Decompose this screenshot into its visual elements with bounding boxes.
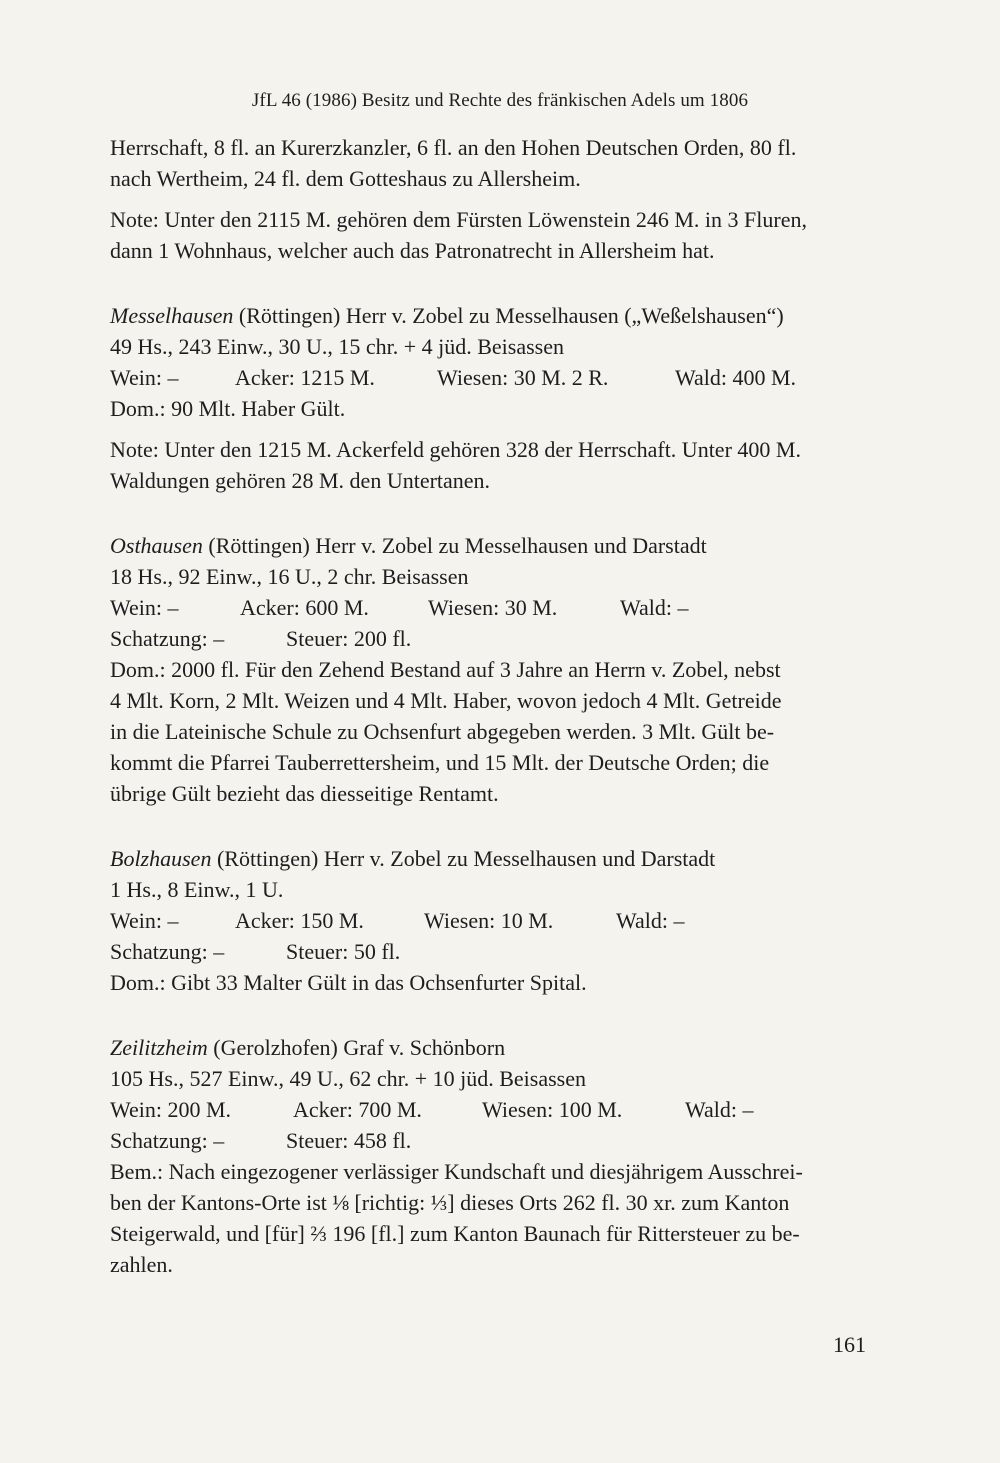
wein-value: Wein: – xyxy=(110,365,179,390)
place-name: Zeilitzheim xyxy=(110,1035,208,1060)
domain-line: kommt die Pfarrei Tauberrettersheim, und 15 Mlt. der Deutsche Orden; die xyxy=(110,750,770,775)
note-line: Note: Unter den 1215 M. Ackerfeld gehören 328 der Herrschaft. Unter 400 M. xyxy=(110,437,801,462)
acker-value: Acker: 600 M. xyxy=(240,595,369,620)
wiesen-value: Wiesen: 30 M. 2 R. xyxy=(437,365,609,390)
schatzung-value: Schatzung: – xyxy=(110,626,225,651)
population-line: 49 Hs., 243 Einw., 30 U., 15 chr. + 4 jüd. Beisassen xyxy=(110,334,565,359)
acker-value: Acker: 700 M. xyxy=(293,1097,422,1122)
entry-heading xyxy=(110,843,870,874)
place-name: Osthausen xyxy=(110,533,203,558)
domain-line: in die Lateinische Schule zu Ochsenfurt abgegeben werden. 3 Mlt. Gült be- xyxy=(110,719,775,744)
note-line: Note: Unter den 2115 M. gehören dem Fürsten Löwenstein 246 M. in 3 Fluren, xyxy=(110,207,807,232)
entry-heading xyxy=(110,1032,870,1063)
steuer-value: Steuer: 458 fl. xyxy=(286,1128,412,1153)
tax-row xyxy=(110,1125,870,1156)
land-row xyxy=(110,1094,870,1125)
wald-value: Wald: 400 M. xyxy=(675,365,797,390)
wein-value: Wein: – xyxy=(110,908,179,933)
land-row xyxy=(110,362,870,393)
wein-value: Wein: – xyxy=(110,595,179,620)
acker-value: Acker: 150 M. xyxy=(235,908,364,933)
running-header: JfL 46 (1986) Besitz und Rechte des fränkischen Adels um 1806 xyxy=(251,90,749,111)
schatzung-value: Schatzung: – xyxy=(110,1128,225,1153)
entry-heading-rest: (Röttingen) Herr v. Zobel zu Messelhausen und Darstadt xyxy=(211,846,716,871)
tax-row xyxy=(110,623,870,654)
remark-line: ben der Kantons-Orte ist ⅛ [richtig: ⅓] dieses Orts 262 fl. 30 xr. zum Kanton xyxy=(110,1190,790,1215)
wald-value: Wald: – xyxy=(620,595,689,620)
wald-value: Wald: – xyxy=(616,908,685,933)
remark-line: Bem.: Nach eingezogener verlässiger Kundschaft und diesjährigem Ausschrei- xyxy=(110,1159,803,1184)
population-line: 18 Hs., 92 Einw., 16 U., 2 chr. Beisassen xyxy=(110,564,469,589)
domain-line: Dom.: 90 Mlt. Haber Gült. xyxy=(110,396,346,421)
place-name: Messelhausen xyxy=(110,303,234,328)
note-line: dann 1 Wohnhaus, welcher auch das Patronatrecht in Allersheim hat. xyxy=(110,238,715,263)
remark-line: zahlen. xyxy=(110,1252,173,1277)
note-line: Waldungen gehören 28 M. den Untertanen. xyxy=(110,468,491,493)
domain-line: 4 Mlt. Korn, 2 Mlt. Weizen und 4 Mlt. Haber, wovon jedoch 4 Mlt. Getreide xyxy=(110,688,782,713)
remark-line: Steigerwald, und [für] ⅔ 196 [fl.] zum Kanton Baunach für Rittersteuer zu be- xyxy=(110,1221,800,1246)
domain-line: Dom.: Gibt 33 Malter Gült in das Ochsenfurter Spital. xyxy=(110,970,587,995)
land-row xyxy=(110,592,870,623)
tax-row xyxy=(110,936,870,967)
place-name: Bolzhausen xyxy=(110,846,212,871)
land-row xyxy=(110,905,870,936)
entry-heading-rest: (Röttingen) Herr v. Zobel zu Messelhausen und Darstadt xyxy=(202,533,707,558)
domain-line: übrige Gült bezieht das diesseitige Rentamt. xyxy=(110,781,499,806)
page-number: 161 xyxy=(833,1332,866,1357)
text-line: nach Wertheim, 24 fl. dem Gotteshaus zu Allersheim. xyxy=(110,166,581,191)
entry-heading xyxy=(110,300,870,331)
wiesen-value: Wiesen: 10 M. xyxy=(424,908,554,933)
entry-heading-rest: (Röttingen) Herr v. Zobel zu Messelhausen („Weßelshausen“) xyxy=(233,303,784,328)
entry-heading xyxy=(110,530,870,561)
page-body xyxy=(110,132,870,1280)
schatzung-value: Schatzung: – xyxy=(110,939,225,964)
entry-heading-rest: (Gerolzhofen) Graf v. Schönborn xyxy=(207,1035,506,1060)
steuer-value: Steuer: 50 fl. xyxy=(286,939,401,964)
wein-value: Wein: 200 M. xyxy=(110,1097,232,1122)
population-line: 1 Hs., 8 Einw., 1 U. xyxy=(110,877,284,902)
wiesen-value: Wiesen: 30 M. xyxy=(428,595,558,620)
acker-value: Acker: 1215 M. xyxy=(235,365,375,390)
wald-value: Wald: – xyxy=(685,1097,754,1122)
domain-line: Dom.: 2000 fl. Für den Zehend Bestand auf 3 Jahre an Herrn v. Zobel, nebst xyxy=(110,657,781,682)
wiesen-value: Wiesen: 100 M. xyxy=(482,1097,623,1122)
population-line: 105 Hs., 527 Einw., 49 U., 62 chr. + 10 jüd. Beisassen xyxy=(110,1066,587,1091)
steuer-value: Steuer: 200 fl. xyxy=(286,626,412,651)
text-line: Herrschaft, 8 fl. an Kurerzkanzler, 6 fl. an den Hohen Deutschen Orden, 80 fl. xyxy=(110,135,797,160)
